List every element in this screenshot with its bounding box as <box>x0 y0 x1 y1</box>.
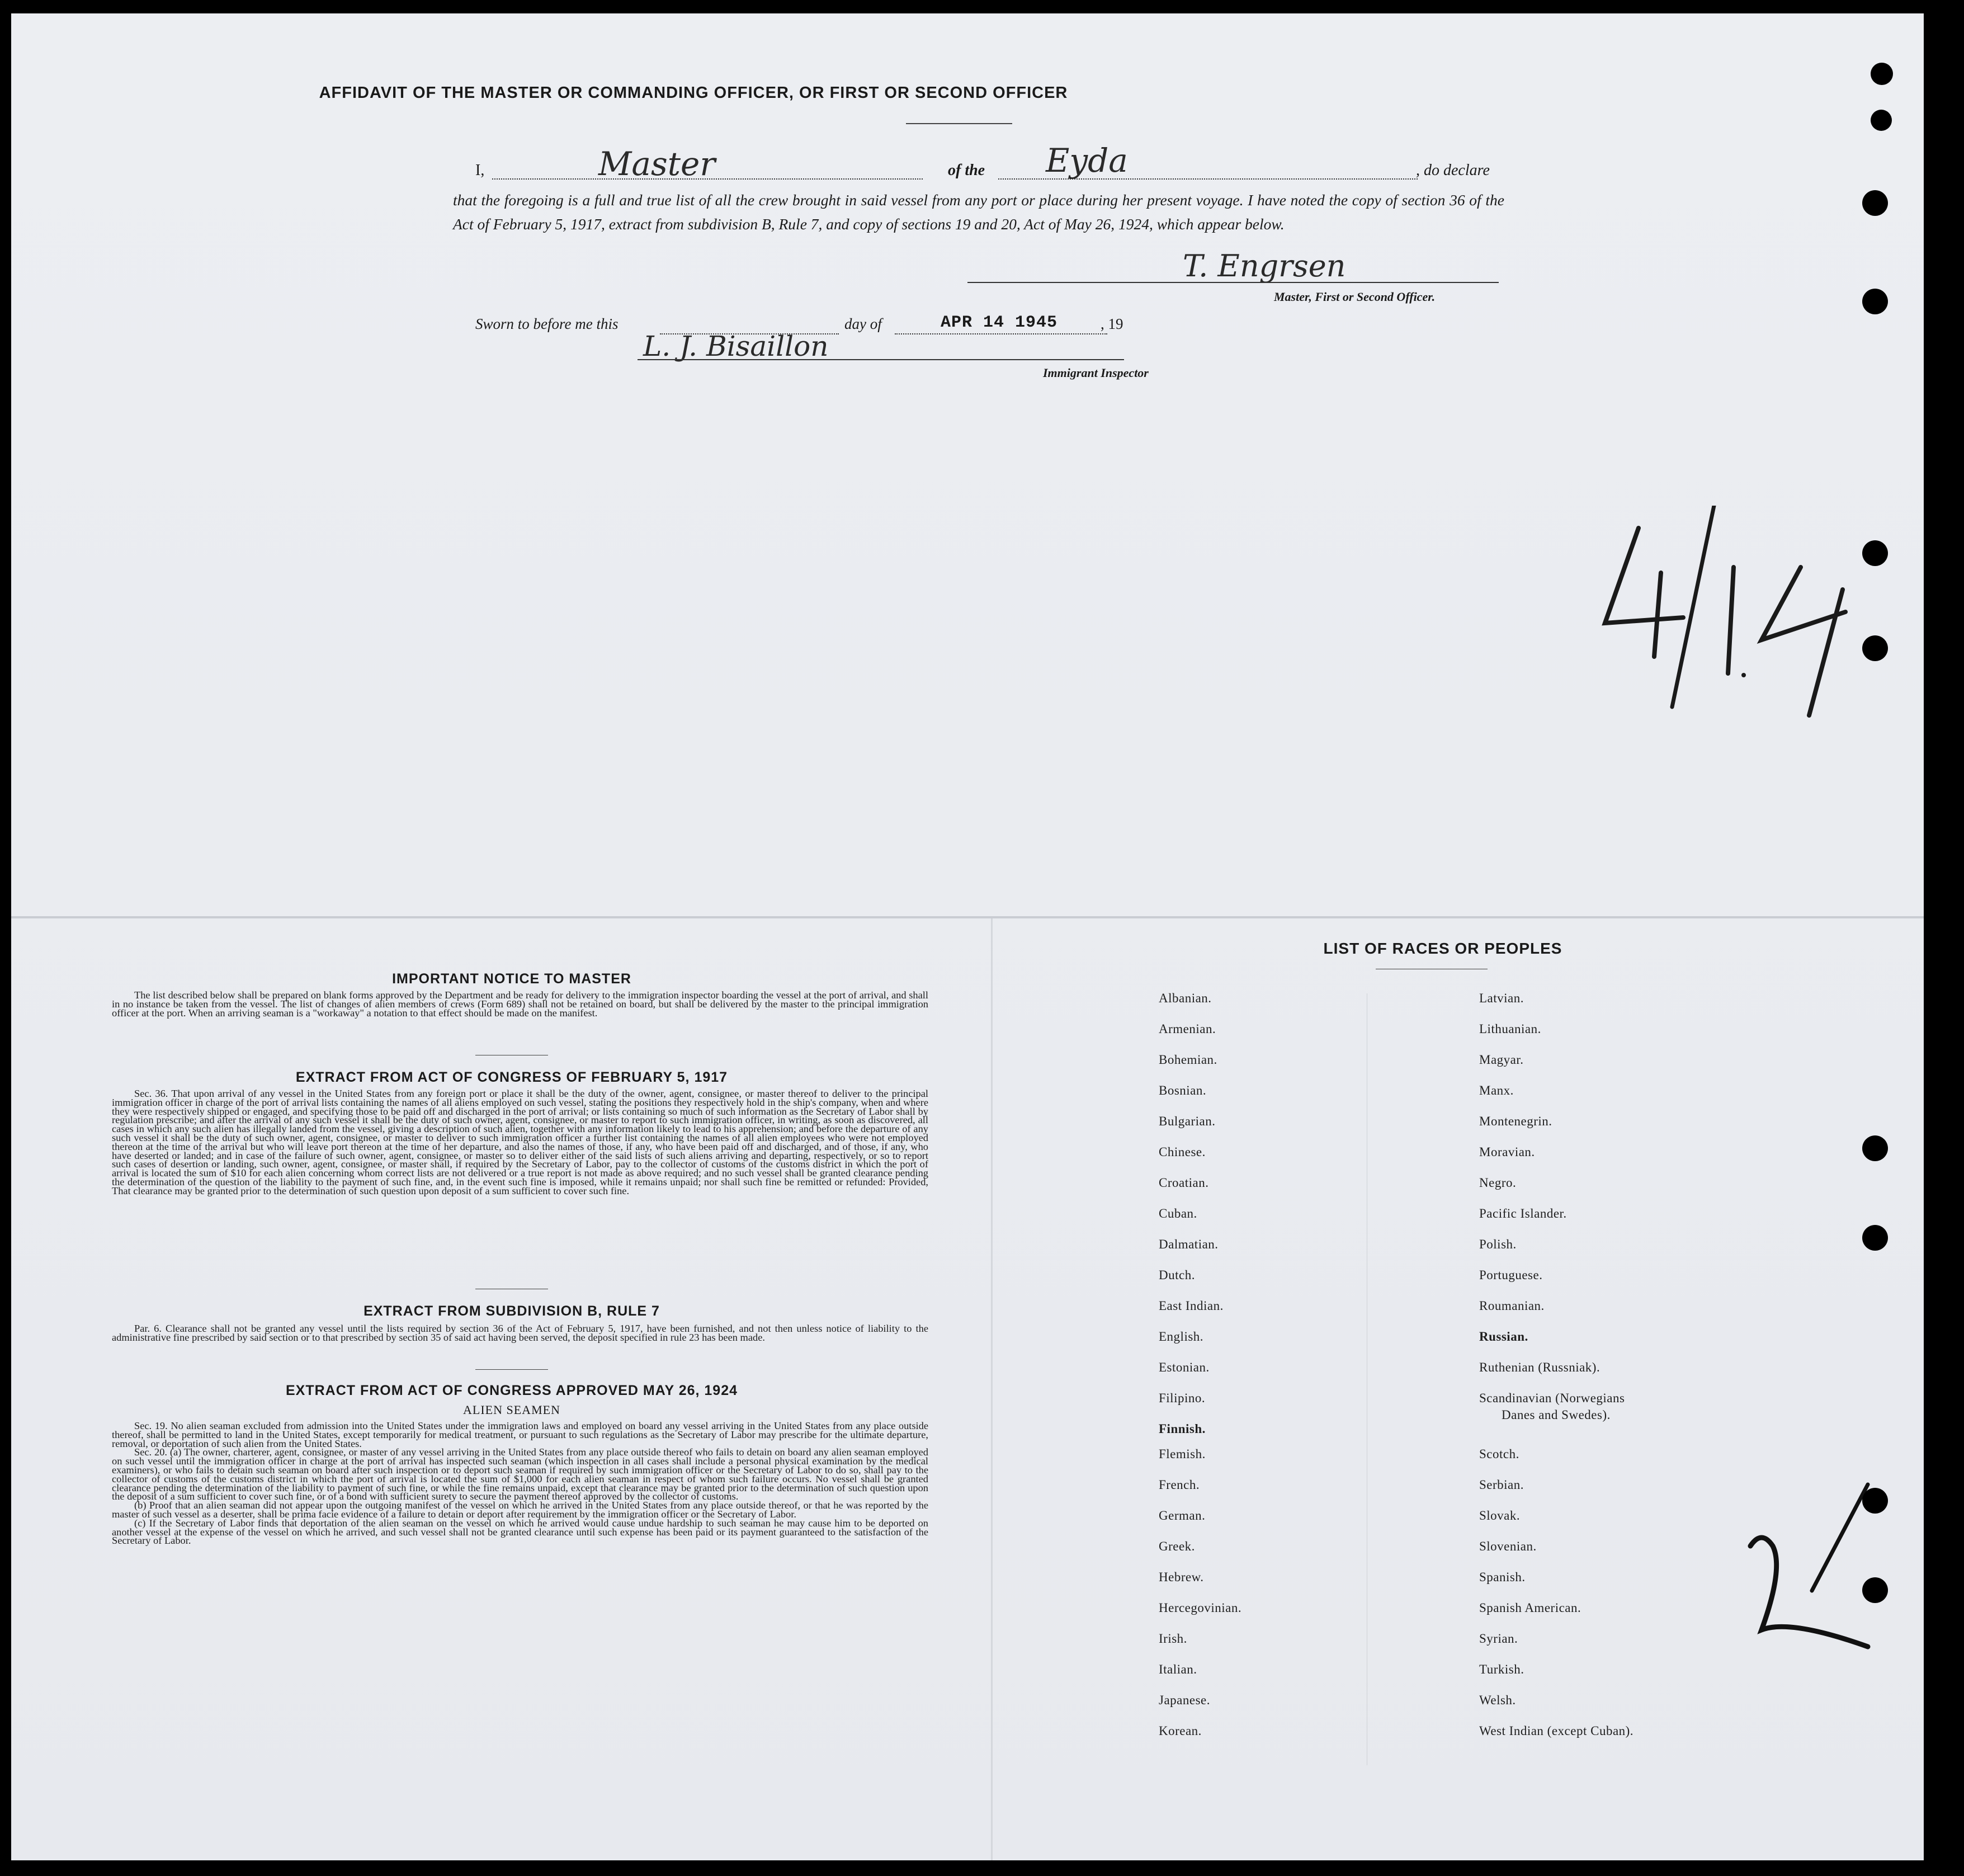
race-item: Syrian. <box>1479 1632 1518 1646</box>
extract-1924-title: EXTRACT FROM ACT OF CONGRESS APPROVED MAY 26, 1924 <box>285 1383 738 1398</box>
race-item: Welsh. <box>1479 1693 1516 1707</box>
extract-rule7-paragraph: Par. 6. Clearance shall not be granted any vessel until the lists required by section 36 of the Act of February 5, 1917, have been furnished, and not then unless notice of liability to the administrative fine prescribed by said section or to that prescribed by section 35 of said act having been served, the deposit specified in rule 23 has been made. <box>112 1323 928 1343</box>
race-item: Finnish. <box>1159 1422 1206 1436</box>
day-of-label: day of <box>844 315 882 332</box>
alien-seamen-subtitle: ALIEN SEAMEN <box>463 1403 560 1417</box>
race-item: Korean. <box>1159 1724 1202 1738</box>
race-item: Scandinavian (Norwegians <box>1479 1391 1625 1405</box>
handwritten-4-14 <box>1588 506 1868 718</box>
extract-1924-text <box>112 1422 928 1545</box>
vessel-handwritten: Eyda <box>1046 142 1128 180</box>
title-rule <box>906 123 1012 124</box>
race-item: Danes and Swedes). <box>1502 1408 1611 1422</box>
i-label: I, <box>475 162 485 179</box>
race-item: Spanish American. <box>1479 1601 1581 1615</box>
extract-rule7-title: EXTRACT FROM SUBDIVISION B, RULE 7 <box>363 1303 660 1319</box>
race-item: Scotch. <box>1479 1447 1519 1461</box>
binder-hole <box>1862 289 1888 314</box>
binder-hole <box>1862 635 1888 661</box>
section-rule <box>475 1369 548 1370</box>
race-item: English. <box>1159 1330 1204 1344</box>
binder-hole <box>1862 1577 1888 1603</box>
role-handwritten: Master <box>598 145 716 183</box>
race-item: Magyar. <box>1479 1053 1524 1067</box>
races-title: LIST OF RACES OR PEOPLES <box>1323 940 1562 957</box>
binder-hole <box>1862 190 1888 216</box>
race-item: Flemish. <box>1159 1447 1206 1461</box>
race-item: Portuguese. <box>1479 1268 1543 1282</box>
race-item: Chinese. <box>1159 1145 1206 1159</box>
date-stamp: APR 14 1945 <box>941 313 1058 332</box>
race-item: Manx. <box>1479 1083 1514 1097</box>
race-item: Slovenian. <box>1479 1539 1537 1553</box>
inspector-signature: L. J. Bisaillon <box>643 330 829 362</box>
sec20a-paragraph: Sec. 20. (a) The owner, charterer, agent, consignee, or master of any vessel arriving in the United States from any place outside thereof who fails to detain on board any alien seaman employed on such vessel until the immigration officer in charge at the port of arrival has inspected such seaman (which inspection in all cases shall include a personal physical examination by the medical examiners), or who fails to detain such seaman on board after such inspection or to deport such seaman if required by such immigration officer or the Secretary of Labor to do so, shall pay to the collector of customs of the customs district in which the port of arrival is located the sum of $1,000 for each alien seaman in respect of whom such failure occurs. No vessel shall be granted clearance pending the determination of the liability to payment of such fine, or while the fine remains unpaid, except that clearance may be granted prior to the determination of such question upon the deposit of a sum sufficient to cover such fine, or of a bond with sufficient surety to secure the payment thereof approved by the collector of customs. <box>112 1446 928 1502</box>
race-item: Serbian. <box>1479 1478 1524 1492</box>
race-item: Roumanian. <box>1479 1299 1545 1313</box>
handwritten-2 <box>1739 1479 1873 1669</box>
extract-rule7-text <box>112 1324 928 1342</box>
race-item: Polish. <box>1479 1237 1517 1251</box>
race-item: Bosnian. <box>1159 1083 1207 1097</box>
binder-hole <box>1862 540 1888 566</box>
race-item: East Indian. <box>1159 1299 1224 1313</box>
year-suffix: , 19 <box>1101 315 1123 332</box>
race-item: Bohemian. <box>1159 1053 1217 1067</box>
sec19-paragraph: Sec. 19. No alien seaman excluded from admission into the United States under the immigration laws and employed on board any vessel arriving in the United States from any place outside thereof, shall be permitted to land in the United States, except temporarily for medical treatment, or pursuant to such regulations as the Secretary of Labor may prescribe for the ultimate departure, removal, or deportation of such alien from the United States. <box>112 1420 928 1449</box>
extract-1917-text <box>112 1090 928 1196</box>
binder-hole <box>1871 110 1892 131</box>
race-item: Italian. <box>1159 1662 1197 1676</box>
officer-signature-line <box>967 282 1499 283</box>
do-declare-label: , do declare <box>1416 162 1490 179</box>
officer-signature: T. Engrsen <box>1183 248 1346 284</box>
race-item: Irish. <box>1159 1632 1187 1646</box>
vertical-fold <box>991 918 993 1860</box>
race-item: Armenian. <box>1159 1022 1216 1036</box>
extract-1917-paragraph: Sec. 36. That upon arrival of any vessel in the United States from any foreign port or place it shall be the duty of the owner, agent, consignee, or master thereof to deliver to the principal immigration officer in charge of the port of arrival lists containing the names of all aliens employed on such vessel, stating the positions they respectively hold in the ship's company, when and where they were respectively shipped or engaged, and specifying those to be paid off and discharged in the port of arrival; or lists containing so much of such information as the Secretary of Labor shall by regulation prescribe; and after the arrival of any such vessel it shall be the duty of such owner, agent, consignee, or master to report to such immigration officer, in writing, as soon as discovered, all cases in which any such alien has illegally landed from the vessel, giving a description of such alien, together with any information likely to lead to his apprehension; and before the departure of any such vessel it shall be the duty of such owner, agent, consignee, or master to deliver to such immigration officer a further list containing the names of all alien employees who were not employed thereon at the time of the arrival but who will leave port thereon at the time of her departure, and also the names of those, if any, who have been paid off and discharged, and of those, if any, who have deserted or landed; and in case of the failure of such owner, agent, consignee, or master so to deliver either of the said lists of such aliens arriving and departing, respectively, or so to report such cases of desertion or landing, such owner, agent, consignee, or master shall, if required by the Secretary of Labor, pay to the collector of customs of the customs district in which the port of arrival is located the sum of $10 for each alien concerning whom correct lists are not delivered or a true report is not made as above required; and no such vessel shall be granted clearance pending the determination of the question of the liability to the payment of such fine, and, in the event such fine is imposed, while it remains unpaid; nor shall such fine be remitted or refunded: Provided, That clearance may be granted prior to the determination of such question upon deposit of a sum sufficient to cover such fine. <box>112 1088 928 1196</box>
extract-1917-title: EXTRACT FROM ACT OF CONGRESS OF FEBRUARY 5, 1917 <box>295 1069 728 1085</box>
sec20c-paragraph: (c) If the Secretary of Labor finds that deportation of the alien seaman on the vessel on which he arrived would cause undue hardship to such seaman he may cause him to be deported on another vessel at the expense of the vessel on which he arrived, and such vessel shall not be granted clearance until such expense has been paid or its payment guaranteed to the satisfaction of the Secretary of Labor. <box>112 1517 928 1547</box>
race-item: Turkish. <box>1479 1662 1524 1676</box>
race-item: Dalmatian. <box>1159 1237 1219 1251</box>
binder-hole <box>1862 1135 1888 1161</box>
binder-hole <box>1862 1488 1888 1514</box>
race-item: Montenegrin. <box>1479 1114 1552 1128</box>
horizontal-fold <box>11 916 1924 918</box>
sworn-line <box>475 315 619 333</box>
race-item: Ruthenian (Russniak). <box>1479 1360 1601 1374</box>
race-item: Estonian. <box>1159 1360 1210 1374</box>
race-item: Greek. <box>1159 1539 1195 1553</box>
race-item: French. <box>1159 1478 1200 1492</box>
race-item: Japanese. <box>1159 1693 1210 1707</box>
race-item: Filipino. <box>1159 1391 1206 1405</box>
document-sheet <box>11 13 1924 1860</box>
race-item: Croatian. <box>1159 1176 1209 1190</box>
race-item: Albanian. <box>1159 991 1212 1005</box>
race-item: Bulgarian. <box>1159 1114 1216 1128</box>
race-item: Slovak. <box>1479 1509 1521 1523</box>
race-item: Latvian. <box>1479 991 1524 1005</box>
of-the-label: of the <box>948 162 985 179</box>
race-item: Hebrew. <box>1159 1570 1204 1584</box>
binder-hole <box>1871 63 1893 85</box>
notice-paragraph: The list described below shall be prepared on blank forms approved by the Department and be ready for delivery to the immigration inspector boarding the vessel at the port of arrival, and shall in no instance be taken from the vessel. The list of changes of alien members of crews (Form 689) shall not be retained on board, but shall be delivered by the master to the principal immigration officer at the port. When an arriving seaman is a "workaway" a notation to that effect should be made on the manifest. <box>112 989 928 1019</box>
race-item: Pacific Islander. <box>1479 1206 1567 1220</box>
race-item: Negro. <box>1479 1176 1517 1190</box>
race-item: Moravian. <box>1479 1145 1535 1159</box>
race-item: Cuban. <box>1159 1206 1197 1220</box>
sec20b-paragraph: (b) Proof that an alien seaman did not appear upon the outgoing manifest of the vessel on which he arrived in the United States from any place outside thereof, or that he was reported by the master of such vessel as a deserter, shall be prima facie evidence of a failure to detain or deport after requirement by the immigration officer or the Secretary of Labor. <box>112 1500 928 1520</box>
race-item: Spanish. <box>1479 1570 1526 1584</box>
race-item: German. <box>1159 1509 1206 1523</box>
inspector-signature-line <box>638 359 1124 360</box>
race-item: West Indian (except Cuban). <box>1479 1724 1634 1738</box>
officer-caption: Master, First or Second Officer. <box>1274 290 1436 304</box>
declaration-text: that the foregoing is a full and true list of all the crew brought in said vessel from any port or place during her present voyage. I have noted the copy of section 36 of the Act of February 5, 1917, extract from subdivision B, Rule 7, and copy of sections 19 and 20, Act of May 26, 1924, which appear below. <box>453 191 1504 233</box>
inspector-caption: Immigrant Inspector <box>1043 366 1149 380</box>
affidavit-title: AFFIDAVIT OF THE MASTER OR COMMANDING OFFICER, OR FIRST OR SECOND OFFICER <box>319 84 1068 102</box>
notice-title: IMPORTANT NOTICE TO MASTER <box>392 971 631 987</box>
race-item: Russian. <box>1479 1330 1528 1344</box>
race-item: Lithuanian. <box>1479 1022 1541 1036</box>
notice-text <box>112 991 928 1017</box>
binder-hole <box>1862 1225 1888 1251</box>
race-item: Dutch. <box>1159 1268 1195 1282</box>
sworn-label: Sworn to before me this <box>475 315 619 332</box>
race-item: Hercegovinian. <box>1159 1601 1242 1615</box>
